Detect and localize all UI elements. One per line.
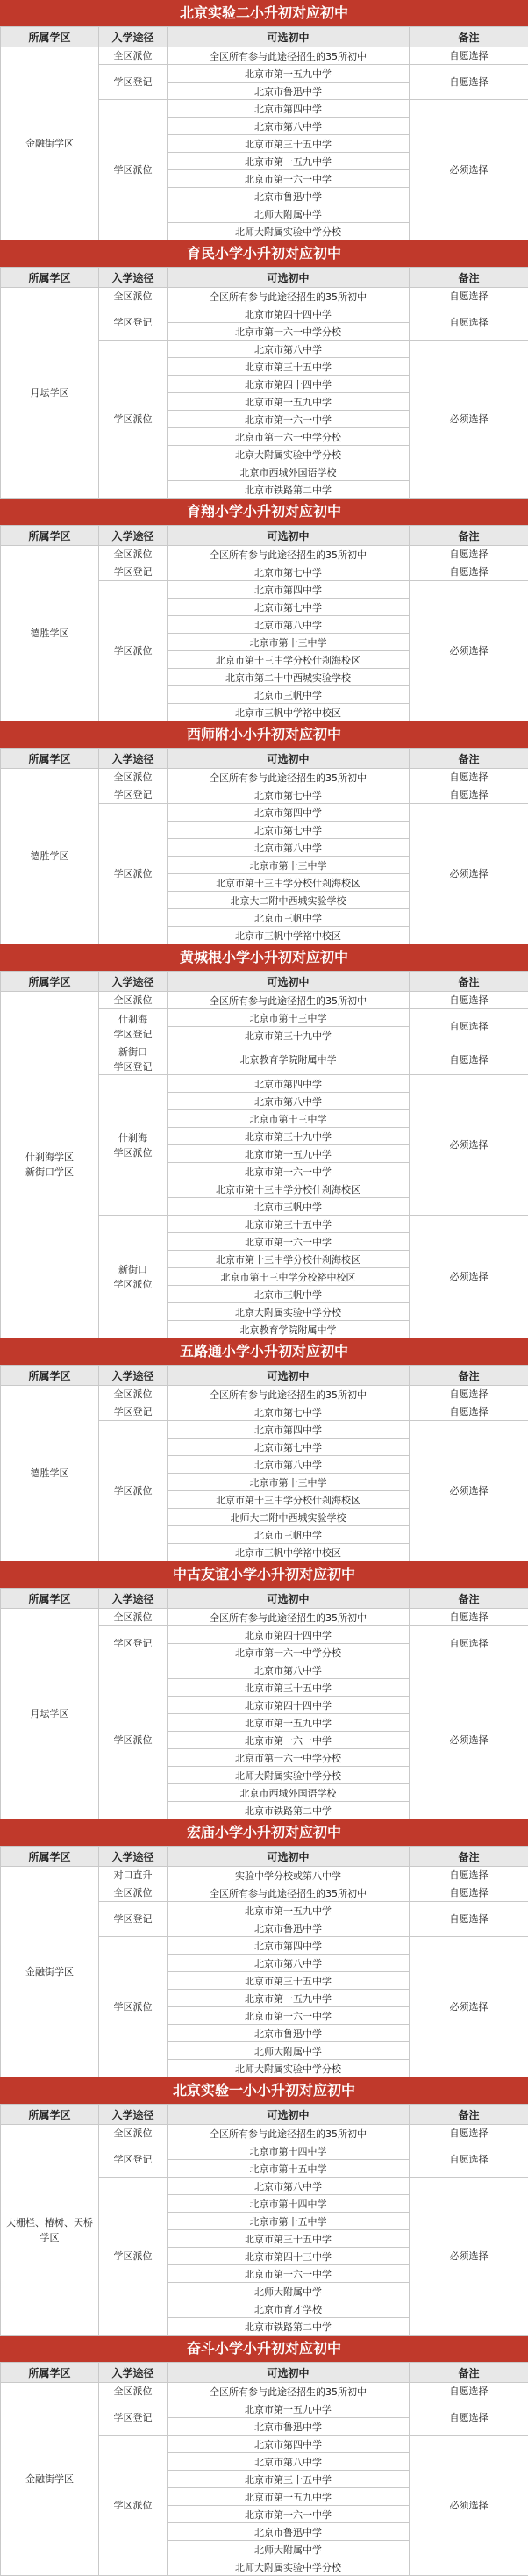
channel-cell: 学区派位 [99, 100, 168, 240]
header-school: 可选初中 [168, 526, 410, 546]
school-cell: 北京市第八中学 [168, 2178, 410, 2195]
school-cell: 北京市三帆中学 [168, 1526, 410, 1544]
school-cell: 北京市第三十五中学 [168, 1216, 410, 1233]
school-cell: 全区所有参与此途径招生的35所初中 [168, 992, 410, 1009]
channel-cell: 学区登记 [99, 1626, 168, 1661]
table-row [1, 2125, 528, 2142]
header-district: 所属学区 [1, 749, 99, 769]
note-cell: 自愿选择 [410, 563, 528, 581]
header-row [1, 526, 528, 546]
note-cell: 自愿选择 [410, 1609, 528, 1626]
school-cell: 北京教育学院附属中学 [168, 1044, 410, 1075]
channel-cell: 学区登记 [99, 1902, 168, 1937]
section-title: 北京实验一小小升初对应初中 [0, 2077, 528, 2104]
note-cell: 自愿选择 [410, 2383, 528, 2400]
school-cell: 北京市第三十五中学 [168, 135, 410, 153]
header-school: 可选初中 [168, 1847, 410, 1867]
header-row [1, 27, 528, 47]
school-section [0, 1561, 528, 1819]
channel-cell: 全区派位 [99, 769, 168, 786]
school-cell: 北京市第八中学 [168, 839, 410, 857]
school-cell: 北京市育才学校 [168, 2300, 410, 2318]
channel-cell: 全区派位 [99, 47, 168, 65]
header-row [1, 749, 528, 769]
header-district: 所属学区 [1, 972, 99, 992]
channel-cell: 学区登记 [99, 563, 168, 581]
school-cell: 北京市第一五九中学 [168, 2400, 410, 2418]
channel-cell: 学区派位 [99, 341, 168, 499]
channel-cell: 全区派位 [99, 546, 168, 563]
school-cell: 北京市第一六一中学分校 [168, 428, 410, 446]
header-school: 可选初中 [168, 1589, 410, 1609]
school-cell: 北京市第一五九中学 [168, 65, 410, 83]
school-cell: 北京市三帆中学裕中校区 [168, 927, 410, 944]
admission-table [0, 1365, 528, 1561]
section-title: 宏庙小学小升初对应初中 [0, 1819, 528, 1846]
school-cell: 北京市第十三中学分校什刹海校区 [168, 874, 410, 892]
channel-cell: 学区登记 [99, 786, 168, 804]
header-channel: 入学途径 [99, 27, 168, 47]
header-row [1, 972, 528, 992]
school-section [0, 2077, 528, 2336]
header-note: 备注 [410, 1847, 528, 1867]
school-cell: 北京教育学院附属中学 [168, 1321, 410, 1338]
note-cell: 自愿选择 [410, 1386, 528, 1403]
school-cell: 北京市铁路第二中学 [168, 2318, 410, 2336]
channel-cell: 对口直升 [99, 1867, 168, 1884]
school-cell: 北京市鲁迅中学 [168, 2025, 410, 2042]
school-cell: 北京市第七中学 [168, 599, 410, 616]
school-section [0, 0, 528, 240]
section-title: 中古友谊小学小升初对应初中 [0, 1561, 528, 1588]
school-cell: 北京市铁路第二中学 [168, 1802, 410, 1819]
school-cell: 北京市第一五九中学 [168, 1990, 410, 2007]
school-cell: 北京市鲁迅中学 [168, 2418, 410, 2436]
channel-cell: 学区登记 [99, 65, 168, 100]
table-row [1, 288, 528, 305]
district-cell: 月坛学区 [1, 288, 99, 499]
channel-cell: 全区派位 [99, 2125, 168, 2142]
channel-cell: 全区派位 [99, 1609, 168, 1626]
school-cell: 北师大附属中学 [168, 205, 410, 223]
header-channel: 入学途径 [99, 1589, 168, 1609]
school-cell: 北京市三帆中学裕中校区 [168, 1544, 410, 1561]
school-cell: 北京市第一五九中学 [168, 2488, 410, 2506]
channel-cell: 全区派位 [99, 288, 168, 305]
header-note: 备注 [410, 972, 528, 992]
school-cell: 北京市第一六一中学 [168, 2506, 410, 2523]
school-cell: 全区所有参与此途径招生的35所初中 [168, 1386, 410, 1403]
school-cell: 北京市第一六一中学分校 [168, 323, 410, 341]
school-cell: 北京市第四十四中学 [168, 376, 410, 393]
note-cell: 必须选择 [410, 1937, 528, 2077]
header-channel: 入学途径 [99, 526, 168, 546]
header-row [1, 1847, 528, 1867]
channel-cell: 学区派位 [99, 1661, 168, 1819]
note-cell: 自愿选择 [410, 1044, 528, 1075]
header-school: 可选初中 [168, 749, 410, 769]
header-row [1, 1366, 528, 1386]
school-cell: 北京市第一五九中学 [168, 1145, 410, 1163]
school-cell: 北京市第三十五中学 [168, 2471, 410, 2488]
note-cell: 自愿选择 [410, 1902, 528, 1937]
header-channel: 入学途径 [99, 1366, 168, 1386]
channel-cell: 新街口 学区登记 [99, 1044, 168, 1075]
channel-cell: 新街口 学区派位 [99, 1216, 168, 1338]
channel-cell: 什刹海 学区派位 [99, 1075, 168, 1216]
table-row [1, 1609, 528, 1626]
note-cell: 自愿选择 [410, 769, 528, 786]
school-cell: 北京市鲁迅中学 [168, 1919, 410, 1937]
school-cell: 北京市第四中学 [168, 100, 410, 118]
header-row [1, 268, 528, 288]
note-cell: 自愿选择 [410, 1867, 528, 1884]
channel-cell: 全区派位 [99, 992, 168, 1009]
school-cell: 北京市西城外国语学校 [168, 463, 410, 481]
channel-cell: 全区派位 [99, 1386, 168, 1403]
school-cell: 北京市第二十中西城实验学校 [168, 669, 410, 686]
school-cell: 北京市第一六一中学 [168, 1233, 410, 1251]
school-cell: 北京市第四十四中学 [168, 305, 410, 323]
school-cell: 北京市第四十四中学 [168, 1626, 410, 1644]
header-district: 所属学区 [1, 27, 99, 47]
school-cell: 北京市三帆中学 [168, 1286, 410, 1303]
note-cell: 自愿选择 [410, 992, 528, 1009]
note-cell: 必须选择 [410, 341, 528, 499]
school-cell: 北京市第一六一中学 [168, 170, 410, 188]
header-channel: 入学途径 [99, 2105, 168, 2125]
note-cell: 必须选择 [410, 1075, 528, 1216]
header-note: 备注 [410, 749, 528, 769]
note-cell: 自愿选择 [410, 65, 528, 100]
school-cell: 北京市第三十五中学 [168, 2230, 410, 2248]
header-school: 可选初中 [168, 268, 410, 288]
school-cell: 北京市第四中学 [168, 1075, 410, 1093]
header-row [1, 2363, 528, 2383]
school-cell: 全区所有参与此途径招生的35所初中 [168, 2125, 410, 2142]
school-cell: 北京市第八中学 [168, 118, 410, 135]
header-school: 可选初中 [168, 2363, 410, 2383]
school-cell: 北京市第十三中学 [168, 1009, 410, 1027]
note-cell: 自愿选择 [410, 47, 528, 65]
school-cell: 北京市第七中学 [168, 1439, 410, 1456]
school-cell: 北京市第十三中学分校什刹海校区 [168, 1180, 410, 1198]
channel-cell: 学区派位 [99, 581, 168, 721]
section-title: 奋斗小学小升初对应初中 [0, 2336, 528, 2362]
header-school: 可选初中 [168, 27, 410, 47]
school-cell: 北京市第一五九中学 [168, 393, 410, 411]
header-district: 所属学区 [1, 2363, 99, 2383]
header-row [1, 2105, 528, 2125]
note-cell: 自愿选择 [410, 305, 528, 341]
school-cell: 北师大附属实验中学分校 [168, 2558, 410, 2576]
channel-cell: 学区登记 [99, 1403, 168, 1421]
school-cell: 北京市三帆中学 [168, 909, 410, 927]
header-district: 所属学区 [1, 268, 99, 288]
channel-cell: 学区派位 [99, 1937, 168, 2077]
district-cell: 德胜学区 [1, 769, 99, 944]
school-section [0, 944, 528, 1338]
header-school: 可选初中 [168, 972, 410, 992]
school-section [0, 1819, 528, 2077]
header-district: 所属学区 [1, 1847, 99, 1867]
channel-cell: 学区派位 [99, 2178, 168, 2336]
school-cell: 北京市第十三中学分校裕中校区 [168, 1268, 410, 1286]
note-cell: 必须选择 [410, 1216, 528, 1338]
note-cell: 自愿选择 [410, 288, 528, 305]
school-cell: 北京市第七中学 [168, 786, 410, 804]
school-cell: 北京市鲁迅中学 [168, 2523, 410, 2541]
channel-cell: 学区派位 [99, 2436, 168, 2576]
admission-table [0, 1846, 528, 2077]
header-channel: 入学途径 [99, 972, 168, 992]
admission-table [0, 748, 528, 944]
school-cell: 北京市第四十三中学 [168, 2248, 410, 2265]
note-cell: 自愿选择 [410, 1884, 528, 1902]
school-cell: 北京市第十三中学 [168, 857, 410, 874]
school-cell: 北京市第十三中学 [168, 1110, 410, 1128]
school-cell: 北京市第十三中学分校什刹海校区 [168, 651, 410, 669]
header-district: 所属学区 [1, 2105, 99, 2125]
district-cell: 德胜学区 [1, 1386, 99, 1561]
header-note: 备注 [410, 1366, 528, 1386]
school-cell: 北京市第十三中学 [168, 634, 410, 651]
school-cell: 北京市第一六一中学 [168, 1732, 410, 1749]
table-row [1, 546, 528, 563]
header-note: 备注 [410, 268, 528, 288]
school-cell: 北京市第四十四中学 [168, 1697, 410, 1714]
table-row [1, 47, 528, 65]
header-school: 可选初中 [168, 2105, 410, 2125]
school-section [0, 240, 528, 499]
district-cell: 金融街学区 [1, 47, 99, 240]
school-cell: 北京市第十四中学 [168, 2195, 410, 2213]
section-title: 育民小学小升初对应初中 [0, 240, 528, 267]
school-cell: 北京大二附中西城实验学校 [168, 892, 410, 909]
admission-table [0, 26, 528, 240]
header-note: 备注 [410, 1589, 528, 1609]
school-cell: 北京市三帆中学 [168, 686, 410, 704]
school-cell: 北京市第八中学 [168, 1661, 410, 1679]
school-cell: 全区所有参与此途径招生的35所初中 [168, 546, 410, 563]
note-cell: 必须选择 [410, 581, 528, 721]
school-cell: 北京市第四中学 [168, 1421, 410, 1439]
header-district: 所属学区 [1, 1589, 99, 1609]
school-section [0, 721, 528, 944]
school-cell: 北京市第三十五中学 [168, 1972, 410, 1990]
school-cell: 北京市第七中学 [168, 1403, 410, 1421]
school-cell: 全区所有参与此途径招生的35所初中 [168, 1609, 410, 1626]
school-cell: 北京市第十三中学分校什刹海校区 [168, 1491, 410, 1509]
note-cell: 自愿选择 [410, 786, 528, 804]
table-row [1, 1867, 528, 1884]
section-title: 北京实验二小升初对应初中 [0, 0, 528, 26]
header-channel: 入学途径 [99, 1847, 168, 1867]
school-cell: 北京市第三十九中学 [168, 1128, 410, 1145]
header-district: 所属学区 [1, 1366, 99, 1386]
school-cell: 北京市西城外国语学校 [168, 1784, 410, 1802]
channel-cell: 学区派位 [99, 804, 168, 944]
school-cell: 北京市第八中学 [168, 1955, 410, 1972]
header-note: 备注 [410, 526, 528, 546]
header-channel: 入学途径 [99, 749, 168, 769]
school-cell: 全区所有参与此途径招生的35所初中 [168, 769, 410, 786]
school-cell: 北师大附属中学 [168, 2541, 410, 2558]
school-cell: 北京市第八中学 [168, 2453, 410, 2471]
note-cell: 自愿选择 [410, 1403, 528, 1421]
header-channel: 入学途径 [99, 2363, 168, 2383]
school-cell: 北师大附属实验中学分校 [168, 1767, 410, 1784]
district-cell: 大栅栏、椿树、天桥学区 [1, 2125, 99, 2336]
channel-cell: 学区登记 [99, 2142, 168, 2178]
school-cell: 北京市第一六一中学 [168, 2265, 410, 2283]
note-cell: 自愿选择 [410, 1009, 528, 1044]
header-school: 可选初中 [168, 1366, 410, 1386]
note-cell: 自愿选择 [410, 1626, 528, 1661]
section-title: 西师附小小升初对应初中 [0, 721, 528, 748]
channel-cell: 全区派位 [99, 1884, 168, 1902]
admission-table [0, 1588, 528, 1819]
school-cell: 北京市第八中学 [168, 1093, 410, 1110]
school-cell: 北京市第四中学 [168, 2436, 410, 2453]
school-cell: 北京市第十四中学 [168, 2142, 410, 2160]
school-cell: 北京市第十三中学分校什刹海校区 [168, 1251, 410, 1268]
school-cell: 北京市铁路第二中学 [168, 481, 410, 499]
school-cell: 北京市第一六一中学分校 [168, 1644, 410, 1661]
school-cell: 北京市第三十九中学 [168, 1027, 410, 1044]
header-note: 备注 [410, 2105, 528, 2125]
district-cell: 月坛学区 [1, 1609, 99, 1819]
table-row [1, 992, 528, 1009]
school-cell: 北京市第一六一中学分校 [168, 1749, 410, 1767]
school-cell: 北京市第十五中学 [168, 2160, 410, 2178]
school-cell: 北京市第一六一中学 [168, 411, 410, 428]
school-cell: 北京市第四中学 [168, 581, 410, 599]
admission-table [0, 971, 528, 1338]
school-cell: 北京大附属实验中学分校 [168, 446, 410, 463]
school-cell: 北京市第三十五中学 [168, 358, 410, 376]
school-cell: 北京市第十五中学 [168, 2213, 410, 2230]
school-cell: 全区所有参与此途径招生的35所初中 [168, 288, 410, 305]
school-cell: 北京市第八中学 [168, 341, 410, 358]
school-cell: 北京市第十三中学 [168, 1474, 410, 1491]
channel-cell: 什刹海 学区登记 [99, 1009, 168, 1044]
table-row [1, 2383, 528, 2400]
header-row [1, 1589, 528, 1609]
school-cell: 北京市第八中学 [168, 1456, 410, 1474]
school-cell: 北京市第三十五中学 [168, 1679, 410, 1697]
school-cell: 北师大附属中学 [168, 2042, 410, 2060]
school-cell: 北京市鲁迅中学 [168, 188, 410, 205]
school-cell: 全区所有参与此途径招生的35所初中 [168, 2383, 410, 2400]
school-cell: 北京市鲁迅中学 [168, 83, 410, 100]
section-title: 黄城根小学小升初对应初中 [0, 944, 528, 971]
school-cell: 北京大附属实验中学分校 [168, 1303, 410, 1321]
header-district: 所属学区 [1, 526, 99, 546]
school-cell: 北京市第一五九中学 [168, 1902, 410, 1919]
district-cell: 什刹海学区 新街口学区 [1, 992, 99, 1338]
section-title: 育翔小学小升初对应初中 [0, 499, 528, 525]
school-cell: 北京市第一六一中学 [168, 2007, 410, 2025]
school-cell: 北师大附属中学 [168, 2283, 410, 2300]
channel-cell: 全区派位 [99, 2383, 168, 2400]
school-cell: 北京市第一五九中学 [168, 153, 410, 170]
admission-table [0, 2104, 528, 2336]
header-channel: 入学途径 [99, 268, 168, 288]
school-cell: 北师大二附中西城实验学校 [168, 1509, 410, 1526]
header-note: 备注 [410, 27, 528, 47]
table-row [1, 769, 528, 786]
note-cell: 自愿选择 [410, 2400, 528, 2436]
note-cell: 必须选择 [410, 1661, 528, 1819]
section-title: 五路通小学小升初对应初中 [0, 1338, 528, 1365]
note-cell: 自愿选择 [410, 2125, 528, 2142]
school-cell: 北京市第四中学 [168, 804, 410, 822]
school-cell: 全区所有参与此途径招生的35所初中 [168, 1884, 410, 1902]
channel-cell: 学区登记 [99, 305, 168, 341]
admission-table [0, 525, 528, 721]
channel-cell: 学区登记 [99, 2400, 168, 2436]
admission-table [0, 267, 528, 499]
note-cell: 自愿选择 [410, 2142, 528, 2178]
school-cell: 北京市第七中学 [168, 822, 410, 839]
table-row [1, 1386, 528, 1403]
admission-table [0, 2362, 528, 2576]
school-cell: 北京市第四中学 [168, 1937, 410, 1955]
district-cell: 金融街学区 [1, 1867, 99, 2077]
note-cell: 自愿选择 [410, 546, 528, 563]
school-cell: 全区所有参与此途径招生的35所初中 [168, 47, 410, 65]
district-cell: 德胜学区 [1, 546, 99, 721]
school-cell: 北京市第八中学 [168, 616, 410, 634]
school-section [0, 2336, 528, 2576]
note-cell: 必须选择 [410, 100, 528, 240]
district-cell: 金融街学区 [1, 2383, 99, 2576]
school-cell: 实验中学分校或第八中学 [168, 1867, 410, 1884]
note-cell: 必须选择 [410, 2436, 528, 2576]
school-cell: 北师大附属实验中学分校 [168, 2060, 410, 2077]
note-cell: 必须选择 [410, 1421, 528, 1561]
note-cell: 必须选择 [410, 804, 528, 944]
school-cell: 北京市第七中学 [168, 563, 410, 581]
school-cell: 北京市三帆中学 [168, 1198, 410, 1216]
channel-cell: 学区派位 [99, 1421, 168, 1561]
school-cell: 北京市第一五九中学 [168, 1714, 410, 1732]
school-cell: 北京市第一六一中学 [168, 1163, 410, 1180]
school-cell: 北京市三帆中学裕中校区 [168, 704, 410, 721]
header-note: 备注 [410, 2363, 528, 2383]
school-section [0, 1338, 528, 1561]
school-cell: 北师大附属实验中学分校 [168, 223, 410, 240]
school-section [0, 499, 528, 721]
note-cell: 必须选择 [410, 2178, 528, 2336]
